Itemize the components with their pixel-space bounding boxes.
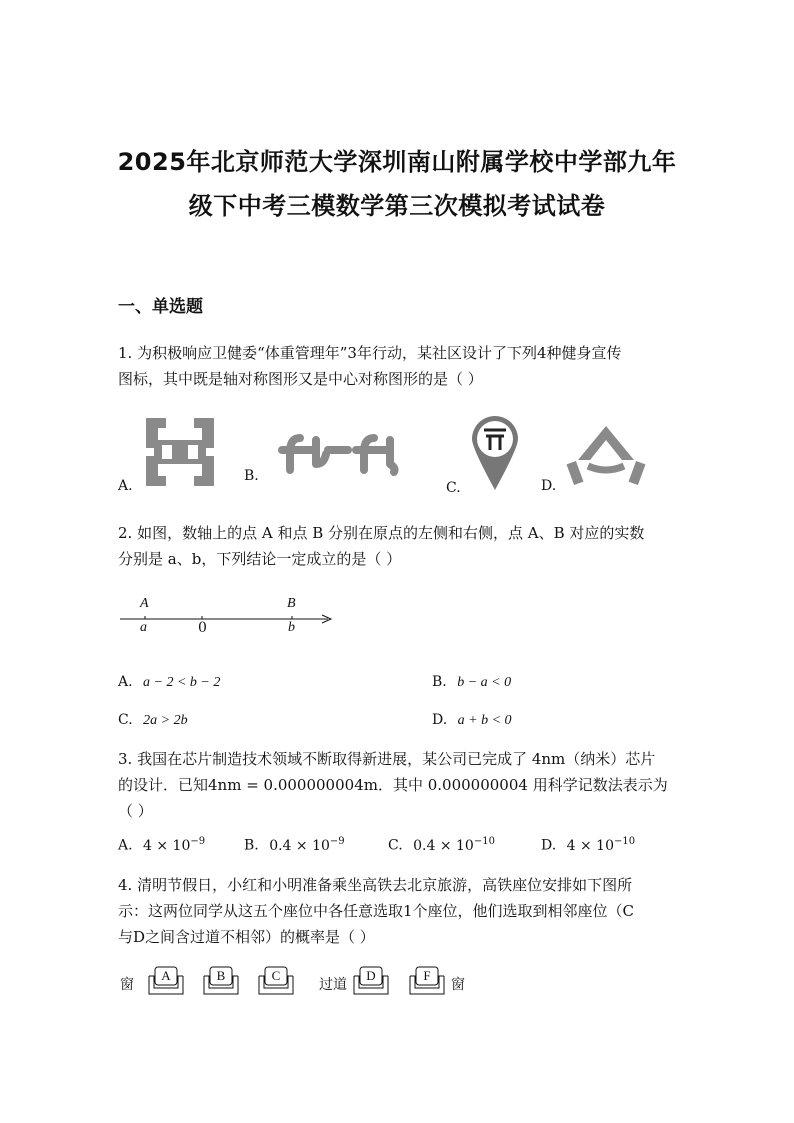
- q2-option-d-expr: a + b < 0: [457, 713, 512, 728]
- q2-option-b-label: B.: [432, 674, 447, 690]
- q2-option-b: [432, 674, 511, 691]
- seat-d: [353, 966, 389, 996]
- axis-point-A: A: [140, 596, 149, 611]
- q1-option-b-label: B.: [244, 468, 259, 484]
- q4-text-line-1: 4. 清明节假日，小红和小明准备乘坐高铁去北京旅游，高铁座位安排如下图所: [118, 876, 633, 894]
- q3-option-b-base: 0.4 × 10: [269, 837, 330, 854]
- q3-text-line-2: 的设计．已知4nm = 0.000000004m．其中 0.000000004 用科学记数法表示为: [118, 776, 668, 794]
- q3-option-b-label: B.: [244, 837, 259, 854]
- q3-option-a-label: A.: [118, 837, 133, 854]
- q2-option-d-label: D.: [432, 712, 448, 728]
- q3-option-c-base: 0.4 × 10: [413, 837, 474, 854]
- q3-option-c: [388, 836, 495, 854]
- seat-a-letter: A: [161, 968, 171, 983]
- axis-value-b: b: [288, 620, 295, 635]
- window-right-label: 窗: [451, 977, 465, 993]
- q1-text-line-2: 图标，其中既是轴对称图形又是中心对称图形的是（ ）: [118, 370, 483, 388]
- seat-f-letter: F: [423, 968, 431, 983]
- q2-number-line: [118, 596, 338, 640]
- q2-option-a-label: A.: [118, 674, 133, 690]
- q1-option-a-h-icon: [146, 418, 214, 486]
- q3-option-c-exp: −10: [473, 836, 495, 847]
- axis-origin-label: 0: [198, 620, 207, 636]
- q1-option-b-fly-icon: [276, 428, 400, 478]
- q3-option-a: [118, 836, 205, 854]
- page-title-line-1: 2025年北京师范大学深圳南山附属学校中学部九年: [117, 148, 677, 176]
- seat-f: [409, 966, 445, 996]
- q4-text-line-2: 示：这两位同学从这五个座位中各任意选取1个座位，他们选取到相邻座位（C: [118, 902, 635, 920]
- q3-option-d: [541, 836, 635, 854]
- q3-option-d-exp: −10: [614, 836, 636, 847]
- seat-c: [258, 966, 294, 996]
- q1-option-d-label: D.: [541, 478, 557, 494]
- q3-option-b-exp: −9: [329, 836, 345, 847]
- seat-c-letter: C: [271, 968, 281, 983]
- q3-option-c-label: C.: [388, 837, 403, 854]
- q3-option-b: [244, 836, 345, 854]
- q1-option-c-pin-icon: [470, 414, 520, 492]
- q3-option-a-base: 4 × 10: [143, 837, 191, 854]
- seat-b-letter: B: [216, 968, 226, 983]
- aisle-label: 过道: [319, 977, 347, 993]
- seat-a: [148, 966, 184, 996]
- q2-option-a: [118, 674, 220, 691]
- seat-d-letter: D: [366, 968, 376, 983]
- q2-option-c-expr: 2a > 2b: [143, 713, 188, 728]
- q1-text-line-1: 1. 为积极响应卫健委“体重管理年”3年行动，某社区设计了下列4种健身宣传: [118, 344, 622, 362]
- q2-option-c: [118, 712, 188, 729]
- q1-option-c-label: C.: [446, 480, 461, 496]
- q1-option-a-label: A.: [118, 478, 133, 494]
- section-heading: 一、单选题: [118, 297, 203, 317]
- q3-text-line-3: （ ）: [118, 802, 153, 820]
- axis-value-a: a: [140, 620, 147, 635]
- seat-b: [203, 966, 239, 996]
- q2-option-b-expr: b − a < 0: [457, 675, 512, 690]
- q2-option-a-expr: a − 2 < b − 2: [143, 675, 221, 690]
- axis-point-B: B: [287, 596, 296, 611]
- q4-text-line-3: 与D之间含过道不相邻）的概率是（ ）: [118, 928, 375, 946]
- q3-option-d-label: D.: [541, 837, 557, 854]
- page-title-line-2: 级下中考三模数学第三次模拟考试试卷: [188, 192, 606, 220]
- q3-option-d-base: 4 × 10: [566, 837, 614, 854]
- q2-option-d: [432, 712, 512, 729]
- window-left-label: 窗: [120, 977, 134, 993]
- q3-text-line-1: 3. 我国在芯片制造技术领域不断取得新进展，某公司已完成了 4nm（纳米）芯片: [118, 750, 656, 768]
- q2-option-c-label: C.: [118, 712, 133, 728]
- q2-text-line-1: 2. 如图，数轴上的点 A 和点 B 分别在原点的左侧和右侧，点 A、B 对应的实数: [118, 524, 645, 542]
- q2-text-line-2: 分别是 a、b，下列结论一定成立的是（ ）: [118, 550, 402, 568]
- q1-option-d-dumbbell-icon: [566, 422, 646, 492]
- q3-option-a-exp: −9: [190, 836, 206, 847]
